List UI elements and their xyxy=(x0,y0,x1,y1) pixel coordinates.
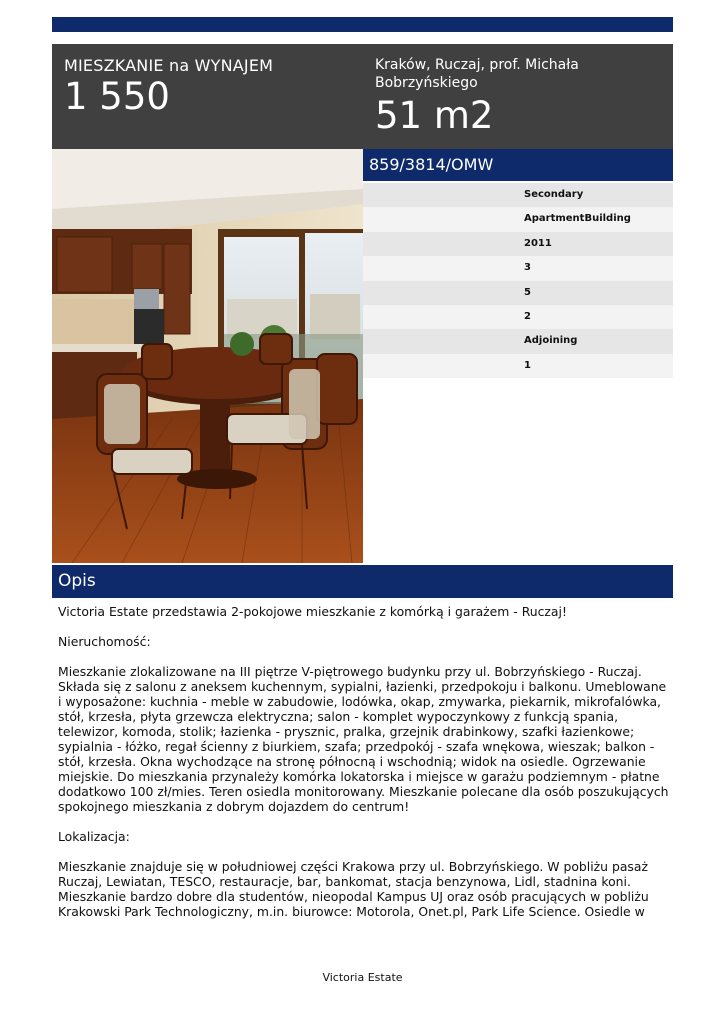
listing-area: 51 m2 xyxy=(375,94,494,137)
description-paragraph: Mieszkanie zlokalizowane na III piętrze V-piętrowego budynku przy ul. Bobrzyńskiego - Ruczaj. Składa się z salonu z aneksem kuchennym, sypialni, łazienki, przedpokoju i balkonu. Umeblowane i wyposażone: kuchnia - meble w zabudowie, lodówka, okap, zmywarka, piekarnik, mikrofalówka, stół, krzesła, płyta grzewcza elektryczna; salon - komplet wypoczynkowy z funkcją spania, telewizor, komoda, stolik; łazienka - prysznic, pralka, grzejnik drabinkowy, szafki łazienkowe; sypialnia - łóżko, regał ścienny z biurkiem, szafa; przedpokój - szafa wnękowa, wieszak; balkon - stół, krzesła. Okna wychodzące na stronę północną i wschodnią; widok na osiedle. Ogrzewanie miejskie. Do mieszkania przynależy komórka lokatorska i miejsce w garażu podziemnym - płatne dodatkowo 100 zł/mies. Teren osiedla monitorowany. Mieszkanie polecane dla osób poszukujących spokojnego mieszkania z dobrym dojazdem do centrum! xyxy=(58,664,669,814)
property-table xyxy=(363,183,673,378)
property-row: 5 xyxy=(363,281,673,305)
listing-type: MIESZKANIE na WYNAJEM xyxy=(64,56,274,75)
listing-price: 1 550 xyxy=(64,75,170,118)
description-paragraph: Victoria Estate przedstawia 2-pokojowe mieszkanie z komórką i garażem - Ruczaj! xyxy=(58,604,567,619)
property-row: 1 xyxy=(363,354,673,378)
description-paragraph: Mieszkanie znajduje się w południowej części Krakowa przy ul. Bobrzyńskiego. W pobliżu pasaż Ruczaj, Lewiatan, TESCO, restauracje, bar, bankomat, stacja benzynowa, Lidl, stadnina koni. Mieszkanie bardzo dobre dla studentów, nieopodal Kampus UJ oraz osób pracujących w pobliżu Krakowski Park Technologiczny, m.in. biurowce: Motorola, Onet.pl, Park Life Science. Osiedle w xyxy=(58,859,649,919)
description-paragraph: Nieruchomość: xyxy=(58,634,151,649)
property-row: 3 xyxy=(363,256,673,280)
property-row: Secondary xyxy=(363,183,673,207)
description-heading: Opis xyxy=(52,565,673,598)
property-row: 2011 xyxy=(363,232,673,256)
description-body xyxy=(58,604,670,934)
listing-header xyxy=(52,44,673,149)
top-accent-bar xyxy=(52,17,673,32)
apartment-photo xyxy=(52,149,363,563)
property-row: 2 xyxy=(363,305,673,329)
property-row: ApartmentBuilding xyxy=(363,207,673,231)
footer-text: Victoria Estate xyxy=(322,971,403,984)
property-row: Adjoining xyxy=(363,329,673,353)
header-right xyxy=(375,56,665,136)
description-paragraph: Lokalizacja: xyxy=(58,829,130,844)
header-left xyxy=(64,56,273,117)
listing-address: Kraków, Ruczaj, prof. Michała Bobrzyńskiego xyxy=(375,57,579,91)
reference-number: 859/3814/OMW xyxy=(363,149,673,181)
